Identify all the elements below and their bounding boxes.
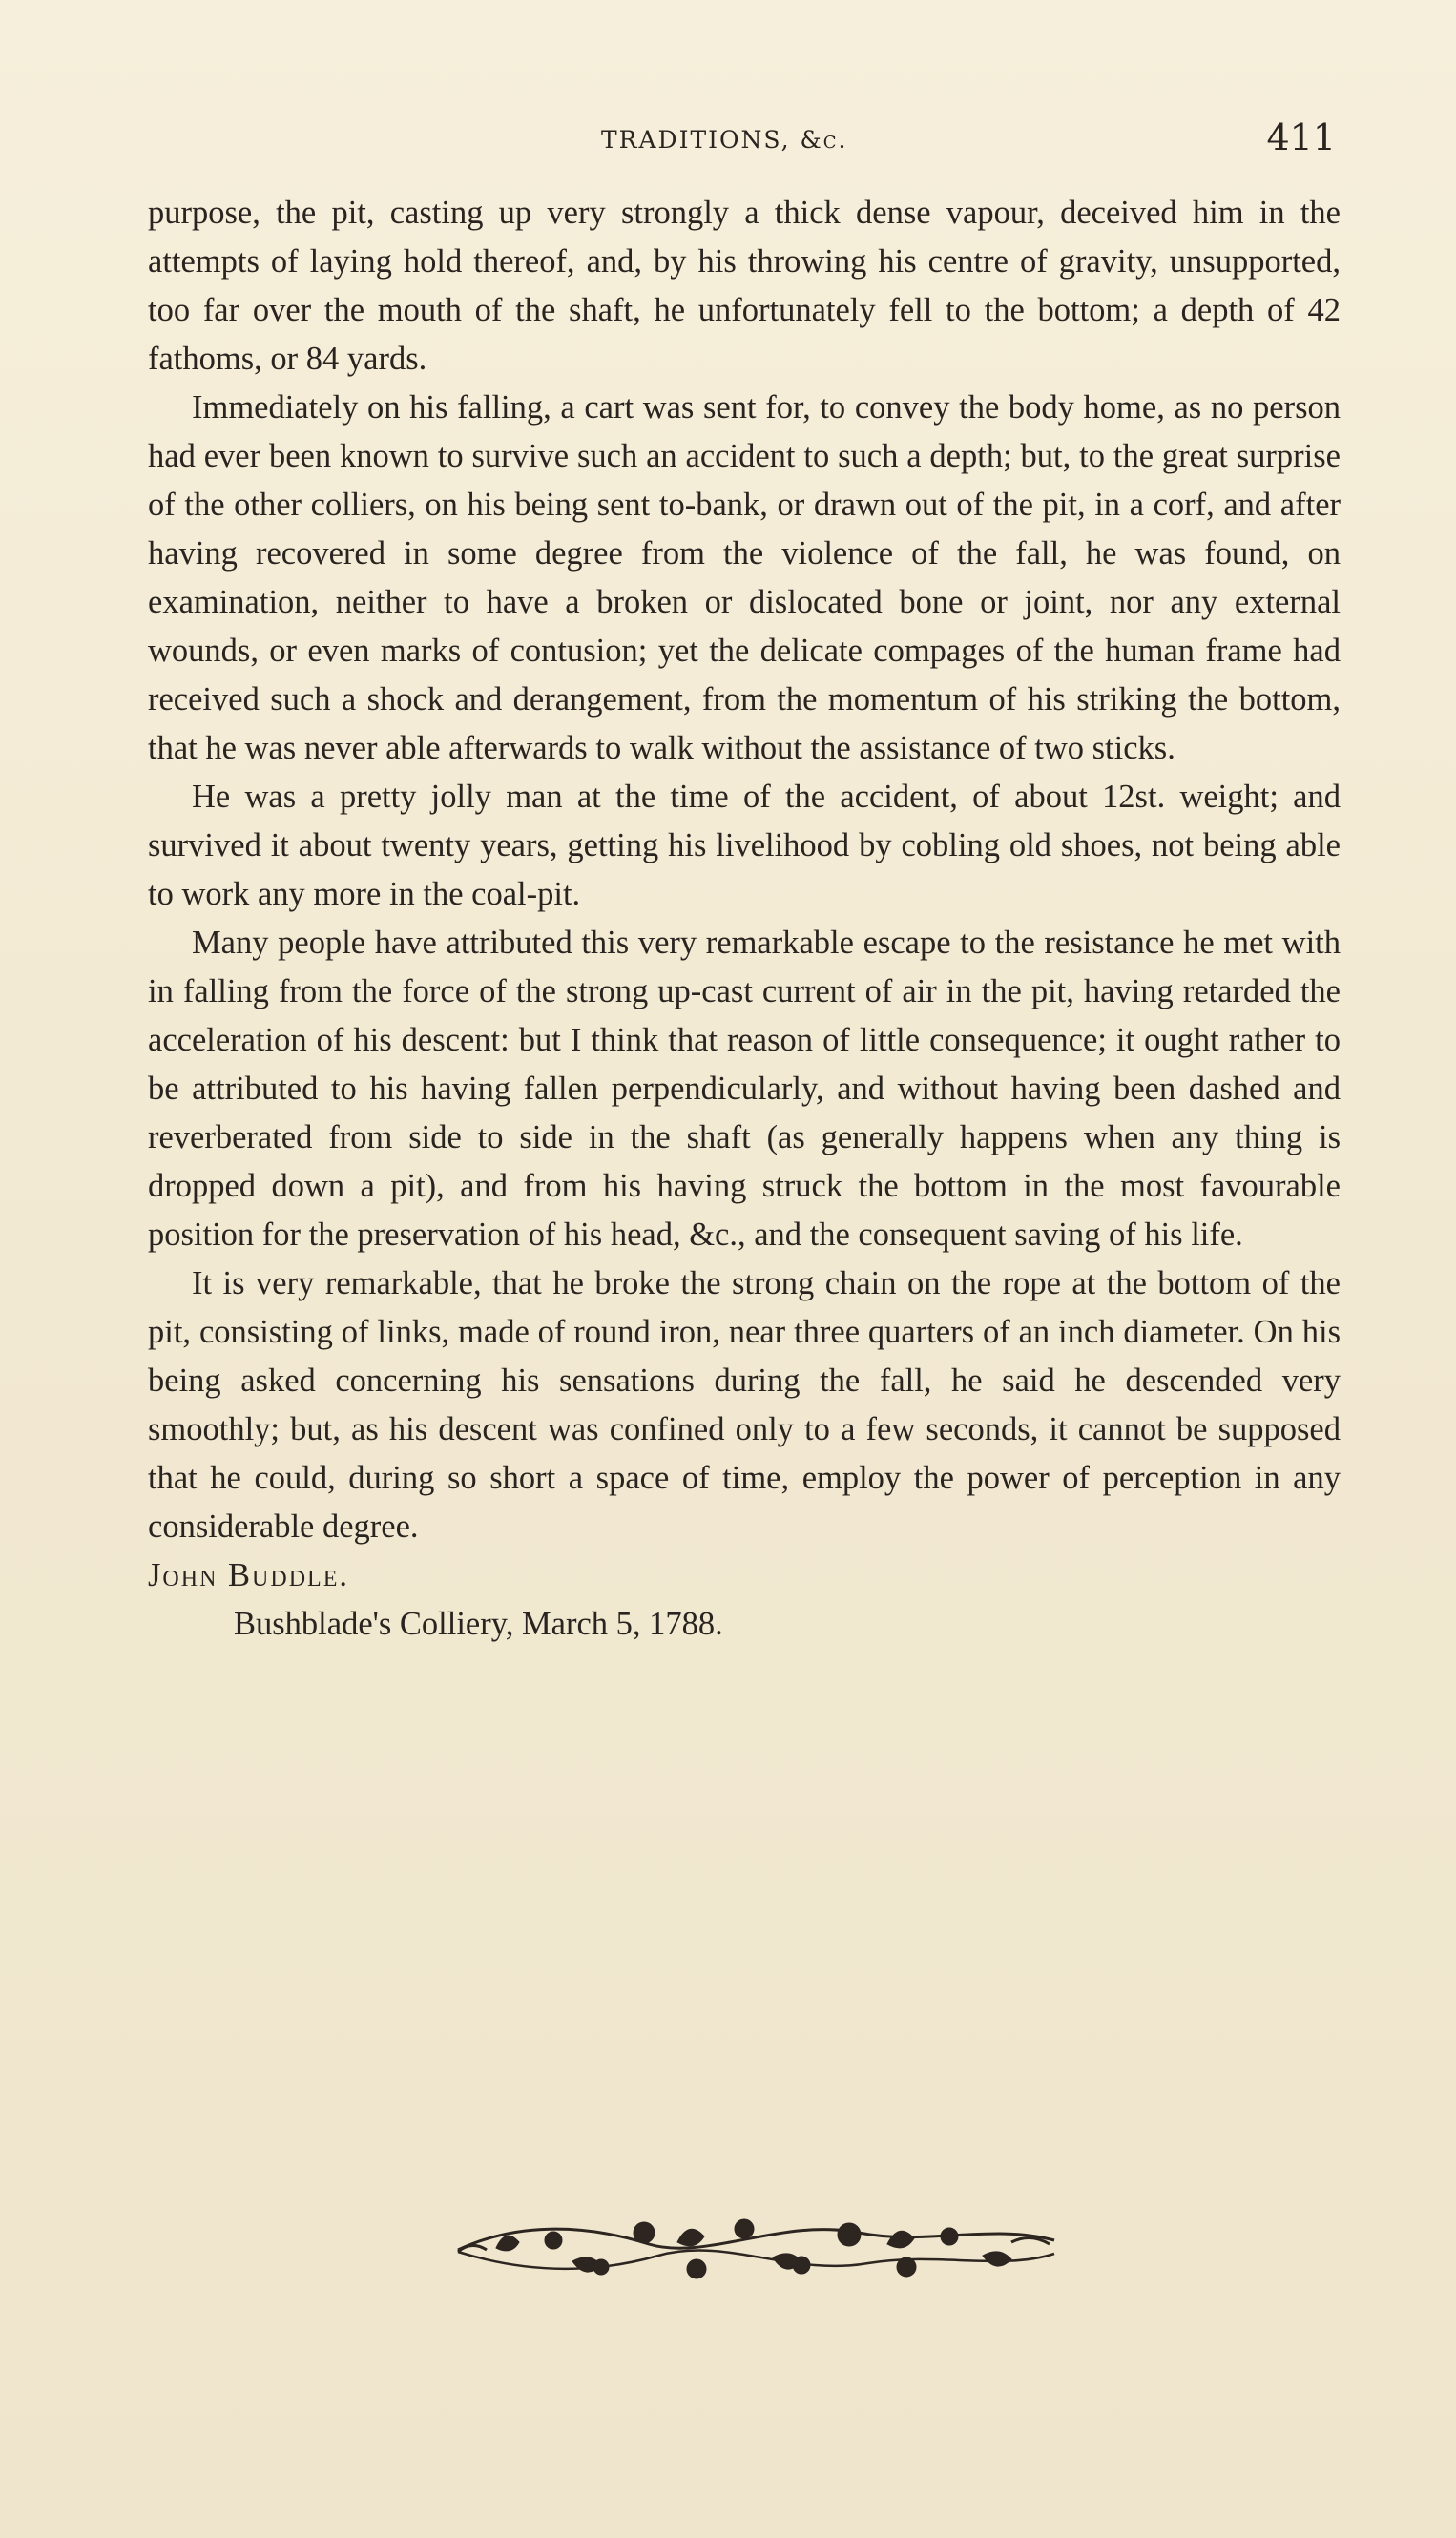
paragraph-immediately: Immediately on his falling, a cart was sent for, to convey the body home, as no person had ever been known to survive such an accident to such a depth; but, to the great surprise of the other colliers, on his being sent to-bank, or drawn out of the pit, in a corf, and after having recovered in some degree from the violence of the fall, he was found, on examination, neither to have a broken or dislocated bone or joint, nor any external wounds, or even marks of contusion; yet the delicate compages of the human frame had received such a shock and derangement, from the momentum of his striking the bottom, that he was never able afterwards to walk without the assistance of two sticks. [148, 389, 1341, 766]
paragraph-jolly-man: He was a pretty jolly man at the time of the accident, of about 12st. weight; and survived it about twenty years, getting his livelihood by cobling old shoes, not being able to work any more in the coal-pit. [148, 779, 1341, 912]
paragraph-many-people: Many people have attributed this very remarkable escape to the resistance he met with in falling from the force of the strong up-cast current of air in the pit, having retarded the acceleration of his descent: but I think that reason of little consequence; it ought rather to be attributed to his having fallen perpendicularly, and without having been dashed and reverberated from side to side in the shaft (as generally happens when any thing is dropped down a pit), and from his having struck the bottom in the most favourable position for the preservation of his head, &c., and the consequent saving of his life. [148, 925, 1341, 1253]
floral-ornament-icon [439, 2195, 1069, 2299]
page-header [143, 116, 1336, 164]
page-number: 411 [1266, 116, 1336, 158]
author-signature: John Buddle. [148, 1557, 349, 1593]
dateline: Bushblade's Colliery, March 5, 1788. [234, 1606, 723, 1642]
running-head: TRADITIONS, &c. [601, 126, 848, 154]
paragraph-remarkable: It is very remarkable, that he broke the strong chain on the rope at the bottom of the pit, consisting of links, made of round iron, near three quarters of an inch diameter. On his being asked concerning his sensations during the fall, he said he descended very smoothly; but, as his descent was confined only to a few seconds, it cannot be supposed that he could, during so short a space of time, employ the power of perception in any considerable degree. [148, 1265, 1341, 1545]
paragraph-continuation: purpose, the pit, casting up very strongly a thick dense vapour, deceived him in the attempts of laying hold thereof, and, by his throwing his centre of gravity, unsupported, too far over the mouth of the shaft, he unfortunately fell to the bottom; a depth of 42 fathoms, or 84 yards. [148, 195, 1341, 377]
body-text [148, 189, 1341, 1649]
